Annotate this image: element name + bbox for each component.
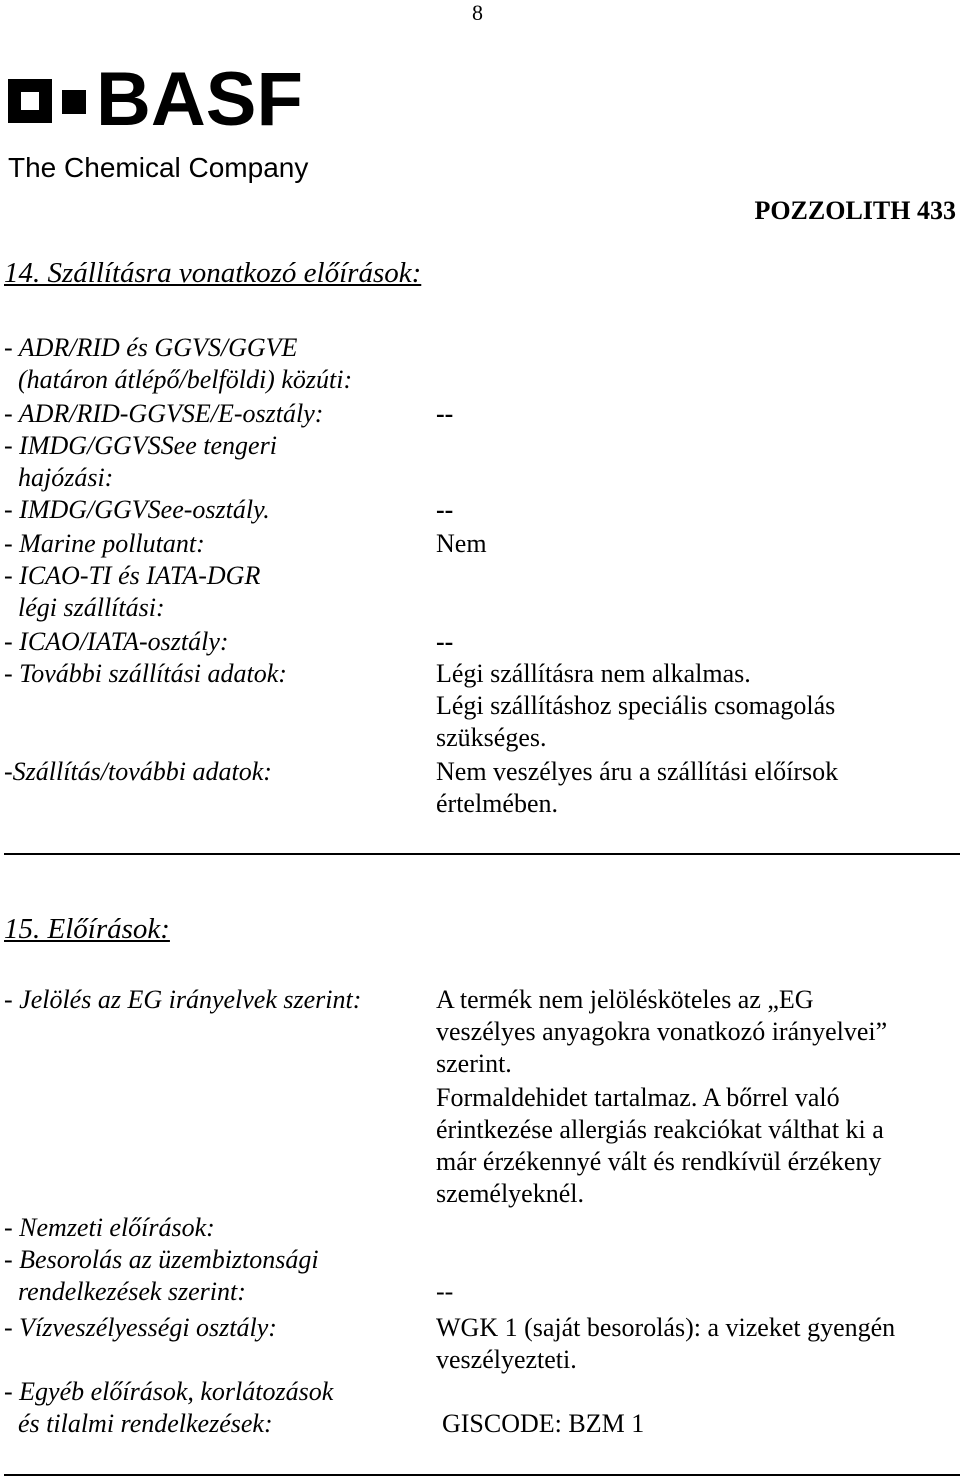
s14-label-road: (határon átlépő/belföldi) közúti: [18,365,353,394]
s14-value-transport-data-line2: értelmében. [436,789,558,818]
s14-value-further-data-line2: Légi szállításhoz speciális csomagolás [436,691,836,720]
bottom-divider [4,1474,960,1476]
s15-label-classification: - Besorolás az üzembiztonsági [4,1245,319,1274]
s15-value-water-hazard: WGK 1 (saját besorolás): a vizeket gyengén [436,1313,896,1342]
s15-value-giscode: GISCODE: BZM 1 [442,1409,645,1438]
s14-label-adr-rid: - ADR/RID és GGVS/GGVE [4,333,298,362]
s14-label-further-data: - További szállítási adatok: [4,659,287,688]
s14-label-sea: hajózási: [18,463,114,492]
s15-value-eg-labeling-line7: személyeknél. [436,1179,584,1208]
s14-value-further-data-line3: szükséges. [436,723,547,752]
logo-brand-text: BASF [96,57,303,142]
s14-label-marine-pollutant: - Marine pollutant: [4,529,205,558]
section-15-heading: 15. Előírások: [4,913,170,945]
s15-label-national: - Nemzeti előírások: [4,1213,215,1242]
s15-label-water-hazard: - Vízveszélyességi osztály: [4,1313,277,1342]
logo-solid-square-icon [62,90,86,114]
s15-label-other-rules: - Egyéb előírások, korlátozások [4,1377,334,1406]
s15-label-classification-line2: rendelkezések szerint: [18,1277,246,1306]
s14-value-further-data: Légi szállításra nem alkalmas. [436,659,751,688]
s14-label-icao: - ICAO-TI és IATA-DGR [4,561,261,590]
s14-value-transport-data: Nem veszélyes áru a szállítási előírsok [436,757,839,786]
s15-label-eg-labeling: - Jelölés az EG irányelvek szerint: [4,985,362,1014]
s14-label-imdg-class: - IMDG/GGVSee-osztály. [4,495,270,524]
product-name: POZZOLITH 433 [754,196,956,225]
section-divider [4,853,960,855]
s14-label-air: légi szállítási: [18,593,165,622]
s14-label-transport-data: -Szállítás/további adatok: [4,757,272,786]
s15-value-eg-labeling-line2: veszélyes anyagokra vonatkozó irányelvei” [436,1017,888,1046]
s15-value-eg-labeling-line4: Formaldehidet tartalmaz. A bőrrel való [436,1083,840,1112]
s15-value-eg-labeling-line3: szerint. [436,1049,512,1078]
s15-value-eg-labeling-line5: érintkezése allergiás reakciókat válthat ki a [436,1115,884,1144]
page-number: 8 [472,0,483,25]
s14-value-imdg-class: -- [436,495,454,524]
logo-tagline: The Chemical Company [8,152,309,183]
logo-hollow-square-icon [8,79,52,123]
s14-value-adr-class: -- [436,399,454,428]
section-14-heading: 14. Szállításra vonatkozó előírások: [4,257,422,289]
s14-label-imdg: - IMDG/GGVSSee tengeri [4,431,277,460]
basf-logo [8,57,328,193]
s14-value-icao-class: -- [436,627,454,656]
s15-value-eg-labeling: A termék nem jelölésköteles az „EG [436,985,814,1014]
s15-value-water-hazard-line2: veszélyezteti. [436,1345,577,1374]
s15-label-other-rules-line2: és tilalmi rendelkezések: [18,1409,273,1438]
s14-label-adr-class: - ADR/RID-GGVSE/E-osztály: [4,399,324,428]
s15-value-classification: -- [436,1277,454,1306]
s14-value-marine-pollutant: Nem [436,529,487,558]
s15-value-eg-labeling-line6: már érzékennyé vált és rendkívül érzékeny [436,1147,882,1176]
s14-label-icao-class: - ICAO/IATA-osztály: [4,627,229,656]
